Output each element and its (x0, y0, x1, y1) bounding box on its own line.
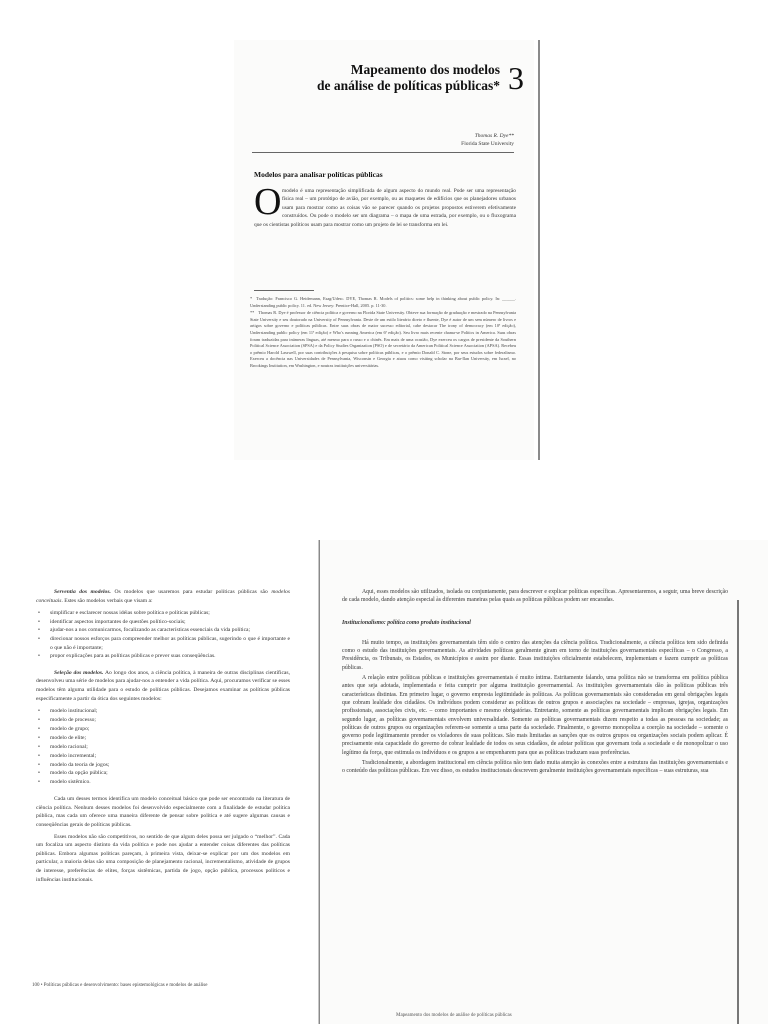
section-heading: Modelos para analisar políticas públicas (254, 170, 383, 179)
paragraph-instituicoes: Há muito tempo, as instituições governamentais têm sido o centro das atenções da ciência política. Tradicionalmente, a ciência política tem sido definida como o estudo das instituições governamentais. As atividades políticas geralmente giram em torno de instituições governamentais específicas – o Congresso, a Presidência, os Tribunais, os Estados, os Municípios e assim por diante. Essas instituições oficialmente estabelecem, implementam e fazem cumprir as políticas públicas. (342, 639, 728, 671)
page-edge-shadow (538, 40, 540, 460)
paragraph-termos: Cada um desses termos identifica um modelo conceitual básico que pode ser encontrado na literatura de ciência política. Nenhum desses modelos foi desenvolvido especialmente com a finalidade de estudar política pública, mas cada um oferece uma maneira diferente de pensar sobre política e até sugere algumas causas e conseqüências gerais de políticas públicas. (36, 796, 290, 829)
footnotes (250, 296, 516, 371)
left-page-text (36, 588, 290, 887)
list-item: • propor explicações para as políticas públicas e prever suas conseqüências. (50, 652, 290, 661)
right-page (320, 540, 768, 1024)
chapter-title (317, 62, 500, 94)
list-item: • modelo sistêmico. (50, 778, 290, 787)
page-footer: 100 • Políticas públicas e desenvolvimento: bases epistemológicas e modelos de análise (32, 983, 208, 988)
paragraph-relacao: A relação entre políticas públicas e instituições governamentais é muito íntima. Estritamente falando, uma política não se transforma em política pública antes que seja adotada, implementada e feita cumprir por alguma instituição governamental. As instituições governamentais dão às políticas públicas três características distintas. Em primeiro lugar, o governo empresta legitimidade às políticas. As políticas governamentais são consideradas em geral obrigações legais que cobram lealdade dos cidadãos. Os indivíduos podem considerar as políticas de outros grupos e associações na sociedade – empresas, igrejas, organizações profissionais, associações civis, etc. – como importantes e mesmo obrigatórias. Entretanto, somente as políticas governamentais implicam obrigações legais. Em segundo lugar, as políticas governamentais envolvem universalidade. Somente as políticas governamentais dizem respeito a todas as pessoas na sociedade; as políticas de outros grupos ou organizações referem-se somente a uma parte da sociedade. Finalmente, o governo monopoliza a coerção na sociedade – somente o governo pode legitimamente prender os violadores de suas políticas. São mais limitadas as sanções que os outros grupos ou organizações sociais podem aplicar. É precisamente esta capacidade do governo de cobrar lealdade de todos os seus cidadãos, de adotar políticas que governam toda a sociedade e de monopolizar o uso legítimo da força, que estimula os indivíduos e os grupos a se empenharem para que as políticas traduzam suas preferências. (342, 675, 728, 756)
footnote-2: ** Thomas R. Dye é professor de ciência política e governo na Florida State University. Obteve sua formação de graduação e mestrado na Pennsylvania State University e seu doutorado na University of Pennsylvania. Deste de um estilo literário direto e fluente, Dye é autor de um sem número de livros e artigos sobre governo e políticas públicas. Entre suas obras de maior sucesso editorial, cabe destacar The irony of democracy (em 10ª edição), Understanding public policy (em 11ª edição) e Who's running America (em 6ª edição). Seu livro mais recente chama-se Politics in America. Suas obras foram traduzidas para inúmeras línguas, até mesmo para o russo e o chinês. Em mais de uma ocasião, Dye exerceu os cargos de presidente da Southern Political Science Association (SPSA) e da Policy Studies Organization (PSO) e de secretário da American Political Science Association (APSA). Recebeu o prêmio Harold Lasswell, por suas contribuições à pesquisa sobre políticas públicas, e o prêmio Donald C. Stone, por seus estudos sobre federalismo. Exerceu a docência nas Universidades de Pennsylvania, Wisconsin e Georgia e atuou como visiting scholar na Bar-Ilan University, em Israel, no Brookings Institution, em Washington, e noutras instituições universitárias. (250, 310, 516, 368)
drop-cap: O (254, 181, 282, 223)
chapter-opening-page (234, 40, 534, 460)
list-item: • modelo racional; (50, 743, 290, 752)
paragraph-aqui: Aqui, esses modelos são utilizados, isolada ou conjuntamente, para descrever e explicar políticas específicas. Apresentaremos, a seguir, uma breve descrição de cada modelo, dando atenção especial às diferentes maneiras pelas quais as políticas públicas podem ser encaradas. (342, 589, 728, 604)
models-bullet-list (36, 707, 290, 787)
footnote-1: * Tradução: Francisco G. Heidemann, Esag/Udesc. DYE, Thomas R. Models of politics: some help in thinking about public policy. In: ______. Understanding public policy. 11. ed. New Jersey: Prentice-Hall, 2005. p. 11-30. (250, 296, 516, 308)
author-affiliation: Florida State University (461, 141, 514, 147)
left-page (0, 540, 318, 1024)
list-item: • direcionar nossos esforços para compreender melhor as políticas públicas, sugerindo o que é importante e o que não é importante; (50, 635, 290, 652)
list-item: • modelo institucional; (50, 707, 290, 716)
intro-paragraph (254, 187, 516, 229)
paragraph-serventia: Serventia dos modelos. Os modelos que usaremos para estudar políticas públicas são modelos conceituais. Estes são modelos verbais que visam a: (36, 589, 290, 604)
list-item: • modelo de processo; (50, 716, 290, 725)
list-item: • ajudar-nos a nos comunicarmos, focalizando as características essenciais da vida política; (50, 626, 290, 635)
list-item: • simplificar e esclarecer nossas idéias sobre política e políticas públicas; (50, 609, 290, 618)
paragraph-selecao: Seleção dos modelos. Ao longo dos anos, a ciência política, à maneira de outras disciplinas científicas, desenvolveu uma série de modelos para ajudar-nos a entender a vida política. Aqui, procuramos verificar se esses modelos têm alguma utilidade para o estudo de políticas públicas. Desejamos examinar as políticas públicas especificamente a partir da ótica dos seguintes modelos: (36, 669, 290, 702)
list-item: • modelo de elite; (50, 734, 290, 743)
list-item: • identificar aspectos importantes de questões político-sociais; (50, 618, 290, 627)
list-item: • modelo incremental; (50, 752, 290, 761)
list-item: • modelo da opção pública; (50, 769, 290, 778)
author-name: Thomas R. Dye** (474, 133, 514, 139)
right-page-text (342, 588, 728, 778)
running-footer: Mapeamento dos modelos de análise de políticas públicas (396, 1013, 512, 1018)
page-edge-shadow (737, 600, 739, 1024)
subheading-institucionalismo: Institucionalismo: política como produto institucional (342, 619, 471, 626)
list-item: • modelo da teoria de jogos; (50, 761, 290, 770)
list-item: • modelo de grupo; (50, 725, 290, 734)
purpose-bullet-list (36, 609, 290, 661)
paragraph-tradicionalmente: Tradicionalmente, a abordagem institucional em ciência política não tem dado muita atenção às conexões entre a estrutura das instituições governamentais e o conteúdo das políticas públicas. Em vez disso, os estudos institucionais descrevem geralmente instituições governamentais específicas – suas estruturas, sua (342, 760, 728, 775)
chapter-title-line1: Mapeamento dos modelos (350, 62, 500, 77)
chapter-title-line2: de análise de políticas públicas* (316, 78, 500, 93)
author-block (461, 132, 514, 148)
paragraph-competitivos: Esses modelos não são competitivos, no sentido de que algum deles possa ser julgado o “melhor”. Cada um focaliza um aspecto distinto da vida política e pode nos ajudar a entender coisas diferentes das políticas públicas. Embora algumas políticas pareçam, à primeira vista, deixar-se explicar por um dos modelos em particular, a maioria delas são uma composição de planejamento racional, incrementalismo, atividade de grupos de interesse, preferências de elites, forças sistêmicas, partida de jogo, opção pública, processos políticos e influências institucionais. (36, 833, 290, 883)
footnote-rule (254, 290, 314, 291)
header-rule (252, 152, 514, 153)
chapter-number: 3 (508, 60, 524, 96)
intro-text: modelo é uma representação simplificada de algum aspecto do mundo real. Pode ser uma representação física real – um protótipo de avião, por exemplo, ou as maquetes de edifícios que os planejadores urbanos usam para mostrar como as coisas vão se parecer quando os projetos propostos estiverem efetivamente construídos. Ou pode o modelo ser um diagrama – o mapa de uma estrada, por exemplo, ou o fluxograma que os cientistas políticos usam para mostrar como um projeto de lei se transforma em lei. (254, 188, 516, 228)
